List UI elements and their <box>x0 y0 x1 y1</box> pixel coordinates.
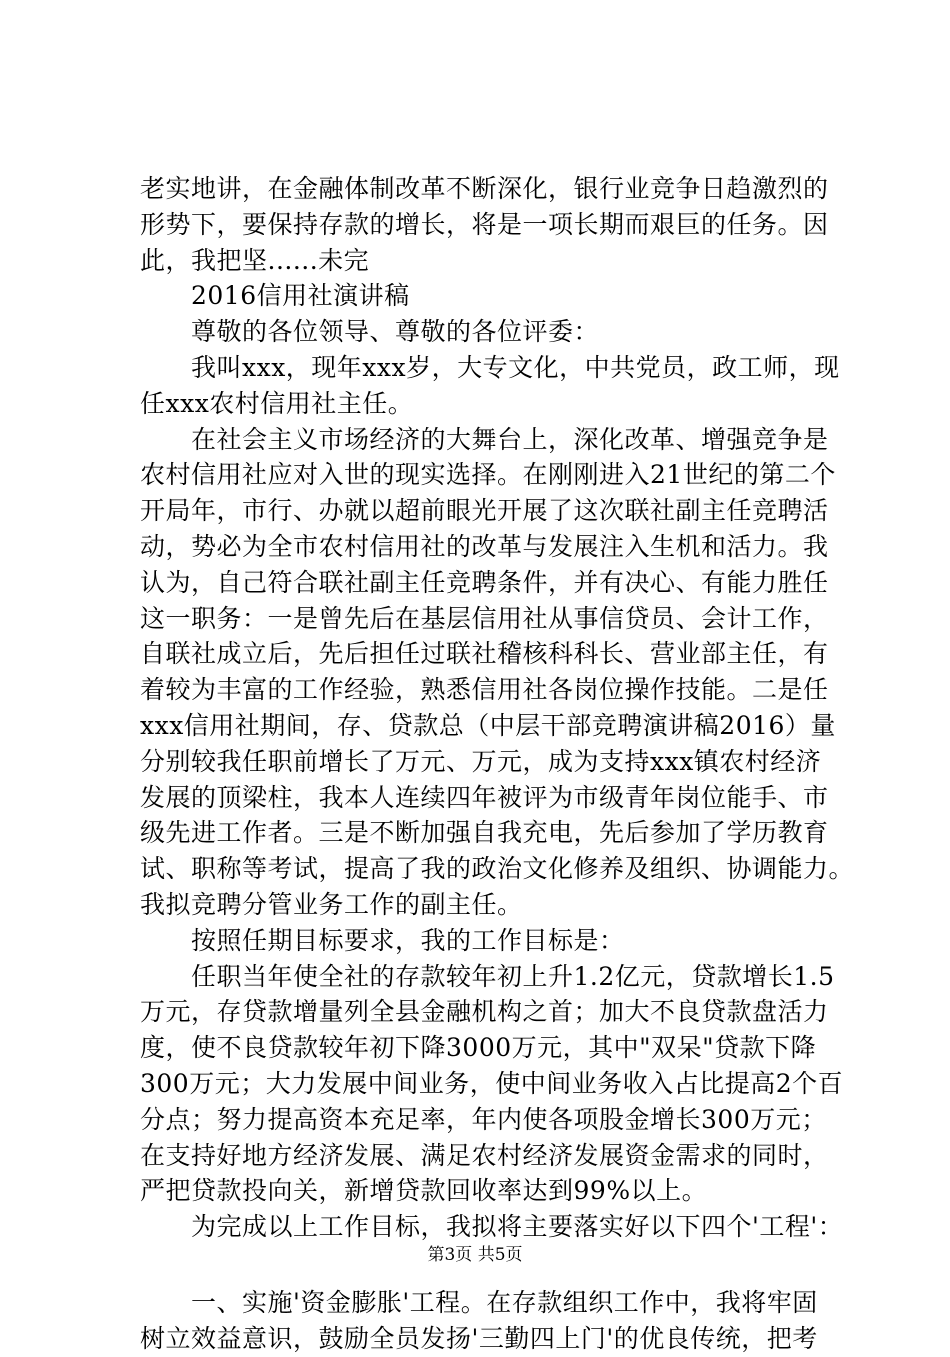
text-line: 任职当年使全社的存款较年初上升1.2亿元，贷款增长1.5 <box>140 961 835 991</box>
text-line: 严把贷款投向关，新增贷款回收率达到99%以上。 <box>140 1176 708 1206</box>
text-line: 任xxx农村信用社主任。 <box>140 388 414 418</box>
text-line: 形势下，要保持存款的增长，将是一项长期而艰巨的任务。因 <box>140 209 829 239</box>
text-line: 着较为丰富的工作经验，熟悉信用社各岗位操作技能。二是任 <box>140 675 829 705</box>
text-line: 度，使不良贷款较年初下降3000万元，其中"双呆"贷款下降 <box>140 1033 817 1063</box>
text-block-continued <box>140 1285 835 1357</box>
text-line: 老实地讲，在金融体制改革不断深化，银行业竞争日趋激烈的 <box>140 174 829 203</box>
text-line: 万元，存贷款增量列全县金融机构之首；加大不良贷款盘活力 <box>140 997 829 1027</box>
text-line: 自联社成立后，先后担任过联社稽核科科长、营业部主任，有 <box>140 639 829 669</box>
text-line: 动，势必为全市农村信用社的改革与发展注入生机和活力。我 <box>140 531 829 561</box>
page-footer <box>0 1243 950 1267</box>
text-line: xxx信用社期间，存、贷款总（中层干部竞聘演讲稿2016）量 <box>140 710 836 740</box>
text-line: 发展的顶梁柱，我本人连续四年被评为市级青年岗位能手、市 <box>140 782 829 812</box>
text-line: 尊敬的各位领导、尊敬的各位评委： <box>140 317 600 347</box>
text-line: 试、职称等考试，提高了我的政治文化修养及组织、协调能力。 <box>140 854 855 884</box>
text-line: 这一职务：一是曾先后在基层信用社从事信贷员、会计工作， <box>140 603 829 633</box>
text-line: 认为，自己符合联社副主任竞聘条件，并有决心、有能力胜任 <box>140 567 829 597</box>
page-number: 第3页 共5页 <box>427 1245 523 1265</box>
text-line: 我拟竞聘分管业务工作的副主任。 <box>140 889 523 919</box>
text-line: 分点；努力提高资本充足率，年内使各项股金增长300万元； <box>140 1104 827 1134</box>
text-line: 我叫xxx，现年xxx岁，大专文化，中共党员，政工师，现 <box>140 352 840 382</box>
text-line: 300万元；大力发展中间业务，使中间业务收入占比提高2个百 <box>140 1068 844 1098</box>
text-block-main <box>140 171 855 1245</box>
text-line: 级先进工作者。三是不断加强自我充电，先后参加了学历教育 <box>140 818 829 848</box>
text-line: 按照任期目标要求，我的工作目标是： <box>140 925 625 955</box>
document-body <box>140 171 855 1357</box>
text-line: 分别较我任职前增长了万元、万元，成为支持xxx镇农村经济 <box>140 746 822 776</box>
text-line: 开局年，市行、办就以超前眼光开展了这次联社副主任竞聘活 <box>140 496 829 526</box>
text-line: 农村信用社应对入世的现实选择。在刚刚进入21世纪的第二个 <box>140 460 836 490</box>
text-line: 此，我把坚......未完 <box>140 245 370 275</box>
text-line: 为完成以上工作目标，我拟将主要落实好以下四个'工程'： <box>140 1212 844 1242</box>
text-line: 树立效益意识，鼓励全员发扬'三勤四上门'的优良传统，把考 <box>140 1323 818 1353</box>
text-line: 在社会主义市场经济的大舞台上，深化改革、增强竞争是 <box>140 424 829 454</box>
text-line: 2016信用社演讲稿 <box>140 281 410 311</box>
text-line: 一、实施'资金膨胀'工程。在存款组织工作中，我将牢固 <box>140 1287 818 1317</box>
text-line: 在支持好地方经济发展、满足农村经济发展资金需求的同时， <box>140 1140 829 1170</box>
